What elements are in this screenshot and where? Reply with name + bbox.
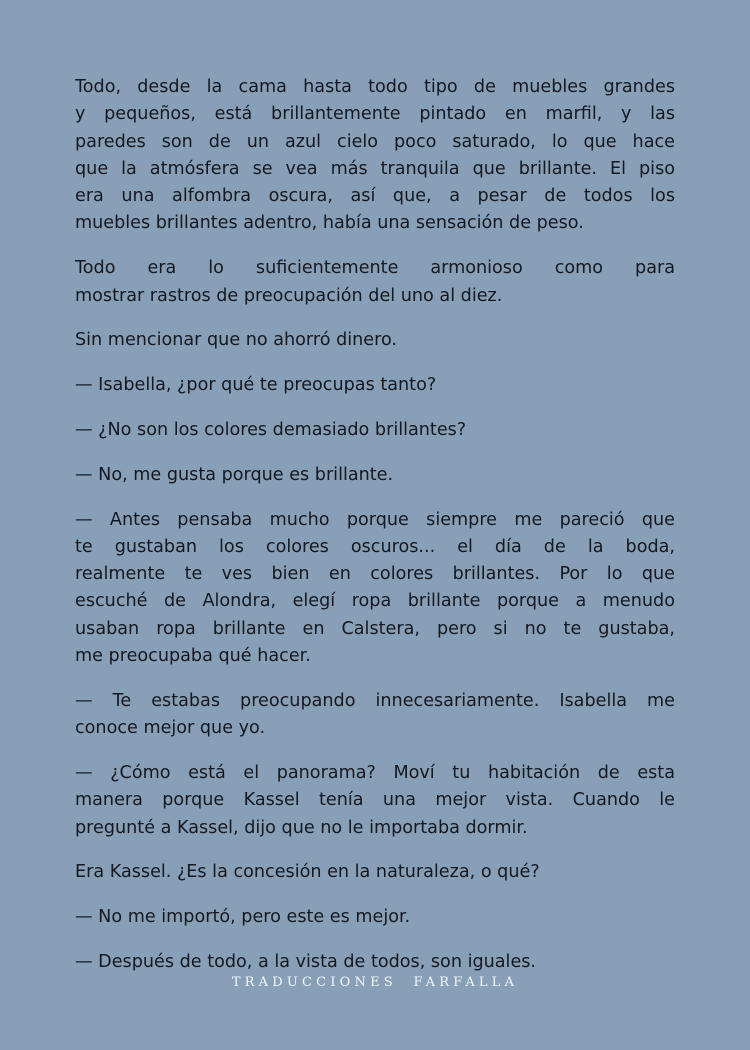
text-line: conoce mejor que yo. — [75, 718, 266, 739]
paragraph — [75, 417, 675, 444]
footer-credit: TRADUCCIONES FARFALLA — [231, 975, 519, 990]
text-line: Todo era lo suficientemente armonioso como para — [75, 258, 675, 279]
text-line: realmente te ves bien en colores brillantes. Por lo que — [75, 564, 675, 585]
paragraph — [75, 760, 675, 842]
paragraph — [75, 949, 675, 976]
text-line: te gustaban los colores oscuros... el día de la boda, — [75, 536, 675, 557]
text-line: Sin mencionar que no ahorró dinero. — [75, 330, 397, 351]
text-line: me preocupaba qué hacer. — [75, 646, 311, 667]
paragraph — [75, 372, 675, 399]
paragraph — [75, 327, 675, 354]
text-line: — No, me gusta porque es brillante. — [75, 464, 394, 485]
paragraph — [75, 904, 675, 931]
text-line: manera porque Kassel tenía una mejor vista. Cuando le — [75, 790, 675, 811]
text-line: — ¿No son los colores demasiado brillantes? — [75, 419, 467, 440]
text-line: y pequeños, está brillantemente pintado en marfil, y las — [75, 104, 675, 125]
text-line: — Isabella, ¿por qué te preocupas tanto? — [75, 375, 437, 396]
text-line: — Después de todo, a la vista de todos, son iguales. — [75, 951, 537, 972]
paragraph — [75, 74, 675, 238]
text-line: que la atmósfera se vea más tranquila que brillante. El piso — [75, 158, 675, 179]
text-line: usaban ropa brillante en Calstera, pero si no te gustaba, — [75, 618, 675, 639]
paragraph — [75, 507, 675, 671]
text-line: Era Kassel. ¿Es la concesión en la naturaleza, o qué? — [75, 862, 540, 883]
text-line: escuché de Alondra, elegí ropa brillante porque a menudo — [75, 591, 675, 612]
page-body — [75, 74, 675, 994]
text-line: mostrar rastros de preocupación del uno al diez. — [75, 285, 503, 306]
paragraph — [75, 688, 675, 743]
text-line: — Antes pensaba mucho porque siempre me pareció que — [75, 509, 675, 530]
text-line: — Te estabas preocupando innecesariamente. Isabella me — [75, 690, 675, 711]
text-line: paredes son de un azul cielo poco saturado, lo que hace — [75, 131, 675, 152]
text-line: pregunté a Kassel, dijo que no le importaba dormir. — [75, 817, 528, 838]
text-line: muebles brillantes adentro, había una sensación de peso. — [75, 213, 584, 234]
text-line: — ¿Cómo está el panorama? Moví tu habitación de esta — [75, 762, 675, 783]
text-line: — No me importó, pero este es mejor. — [75, 907, 411, 928]
text-line: era una alfombra oscura, así que, a pesar de todos los — [75, 186, 675, 207]
paragraph — [75, 859, 675, 886]
text-line: Todo, desde la cama hasta todo tipo de muebles grandes — [75, 77, 675, 97]
paragraph — [75, 462, 675, 489]
paragraph — [75, 255, 675, 310]
